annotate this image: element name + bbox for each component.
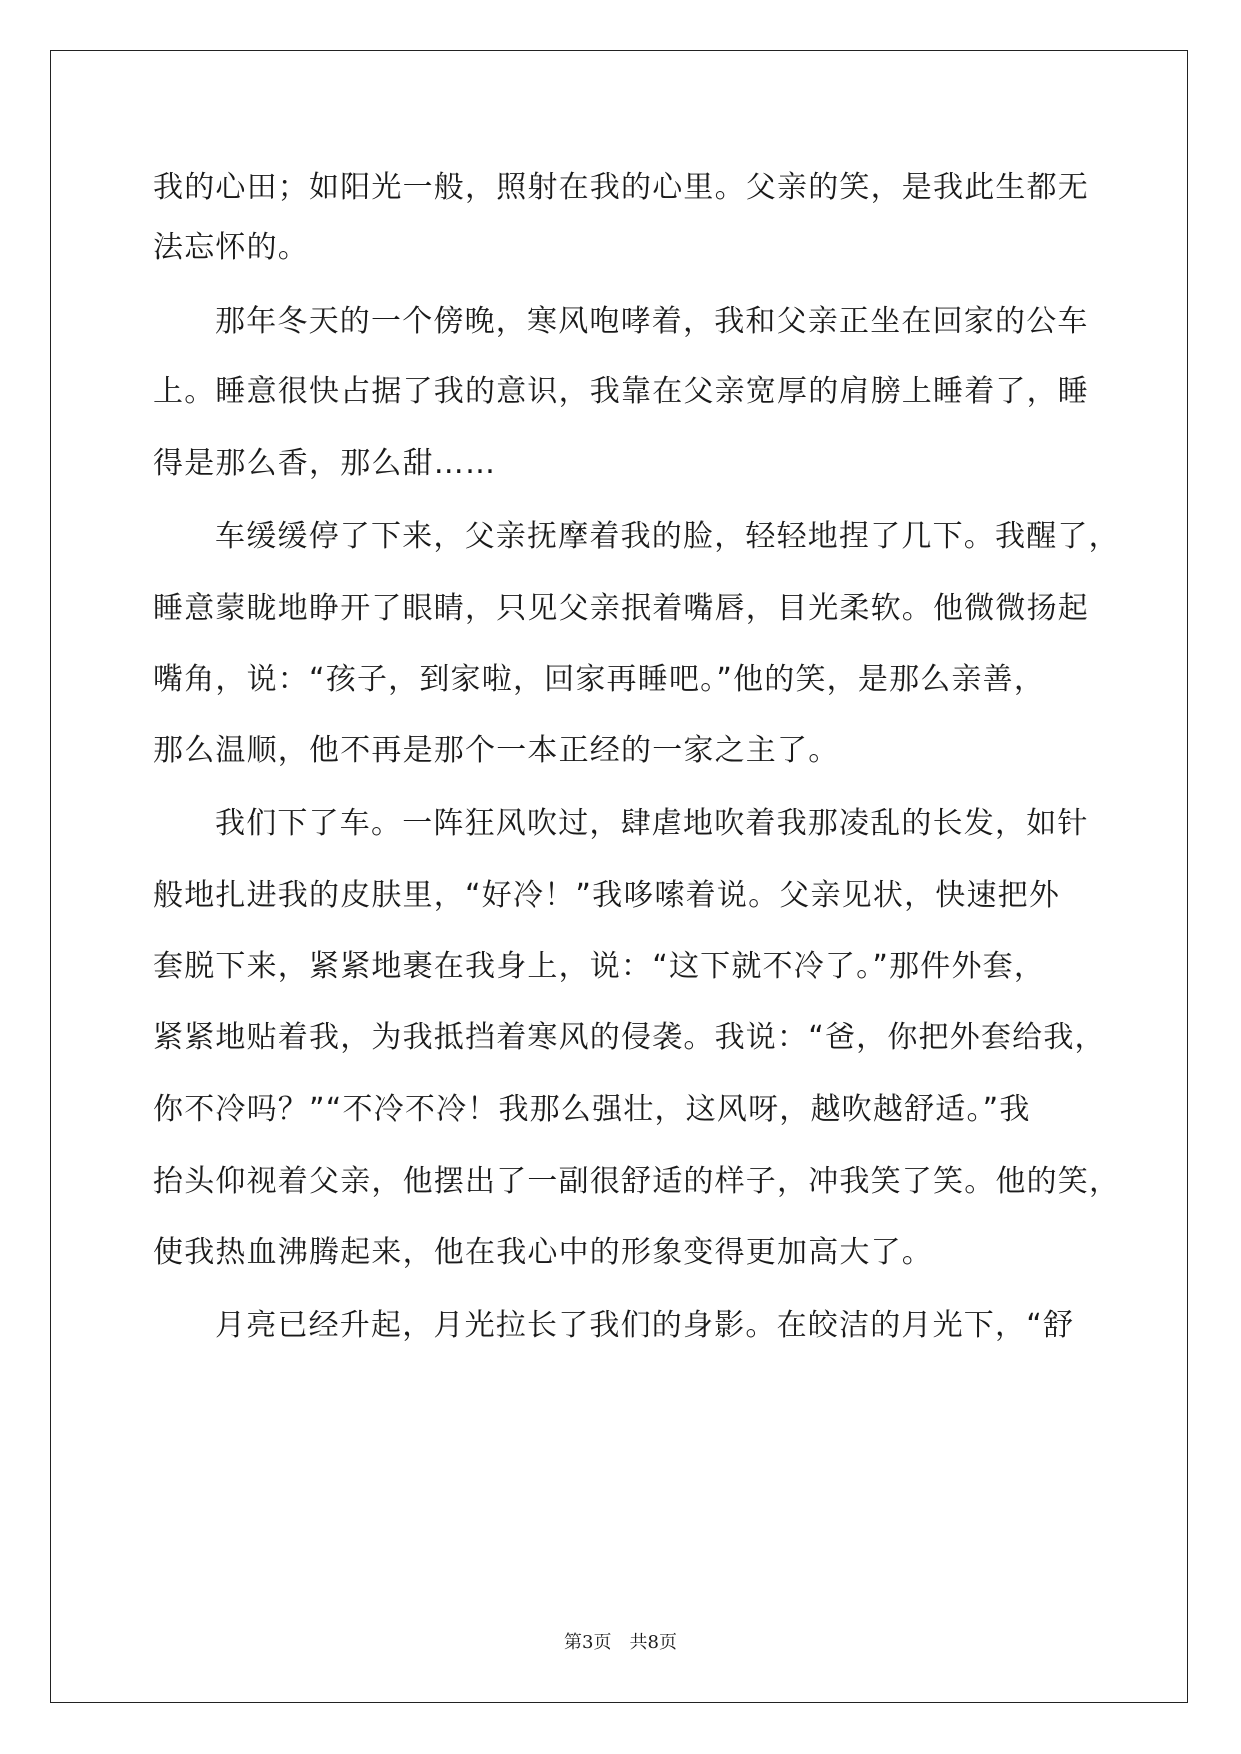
text-line: 使我热血沸腾起来，他在我心中的形象变得更加高大了。: [153, 1235, 933, 1270]
text-line: 上。睡意很快占据了我的意识，我靠在父亲宽厚的肩膀上睡着了，睡: [153, 374, 1089, 409]
text-line: 紧紧地贴着我，为我抵挡着寒风的侵袭。我说：“爸，你把外套给我，: [153, 1020, 1106, 1055]
text-line: 嘴角，说：“孩子，到家啦，回家再睡吧。”他的笑，是那么亲善，: [153, 662, 1046, 697]
text-line: 睡意蒙眬地睁开了眼睛，只见父亲抿着嘴唇，目光柔软。他微微扬起: [153, 591, 1089, 626]
text-line: 法忘怀的。: [153, 230, 309, 265]
paragraph-first-line: 月亮已经升起，月光拉长了我们的身影。在皎洁的月光下，“舒: [215, 1308, 1075, 1343]
page-number: 第3页 共8页: [564, 1632, 677, 1653]
paragraph-first-line: 我们下了车。一阵狂风吹过，肆虐地吹着我那凌乱的长发，如针: [215, 806, 1089, 841]
text-line: 你不冷吗？”“不冷不冷！我那么强壮，这风呀，越吹越舒适。”我: [153, 1092, 1031, 1127]
paragraph-first-line: 车缓缓停了下来，父亲抚摩着我的脸，轻轻地捏了几下。我醒了，: [215, 519, 1120, 554]
text-line: 般地扎进我的皮肤里，“好冷！”我哆嗦着说。父亲见状，快速把外: [153, 878, 1061, 913]
text-line: 得是那么香，那么甜……: [153, 446, 497, 481]
text-line: 我的心田；如阳光一般，照射在我的心里。父亲的笑，是我此生都无: [153, 170, 1089, 205]
text-line: 抬头仰视着父亲，他摆出了一副很舒适的样子，冲我笑了笑。他的笑，: [153, 1164, 1121, 1199]
text-line: 套脱下来，紧紧地裹在我身上，说：“这下就不冷了。”那件外套，: [153, 949, 1046, 984]
paragraph-first-line: 那年冬天的一个傍晚，寒风咆哮着，我和父亲正坐在回家的公车: [215, 304, 1089, 339]
text-line: 那么温顺，他不再是那个一本正经的一家之主了。: [153, 733, 840, 768]
